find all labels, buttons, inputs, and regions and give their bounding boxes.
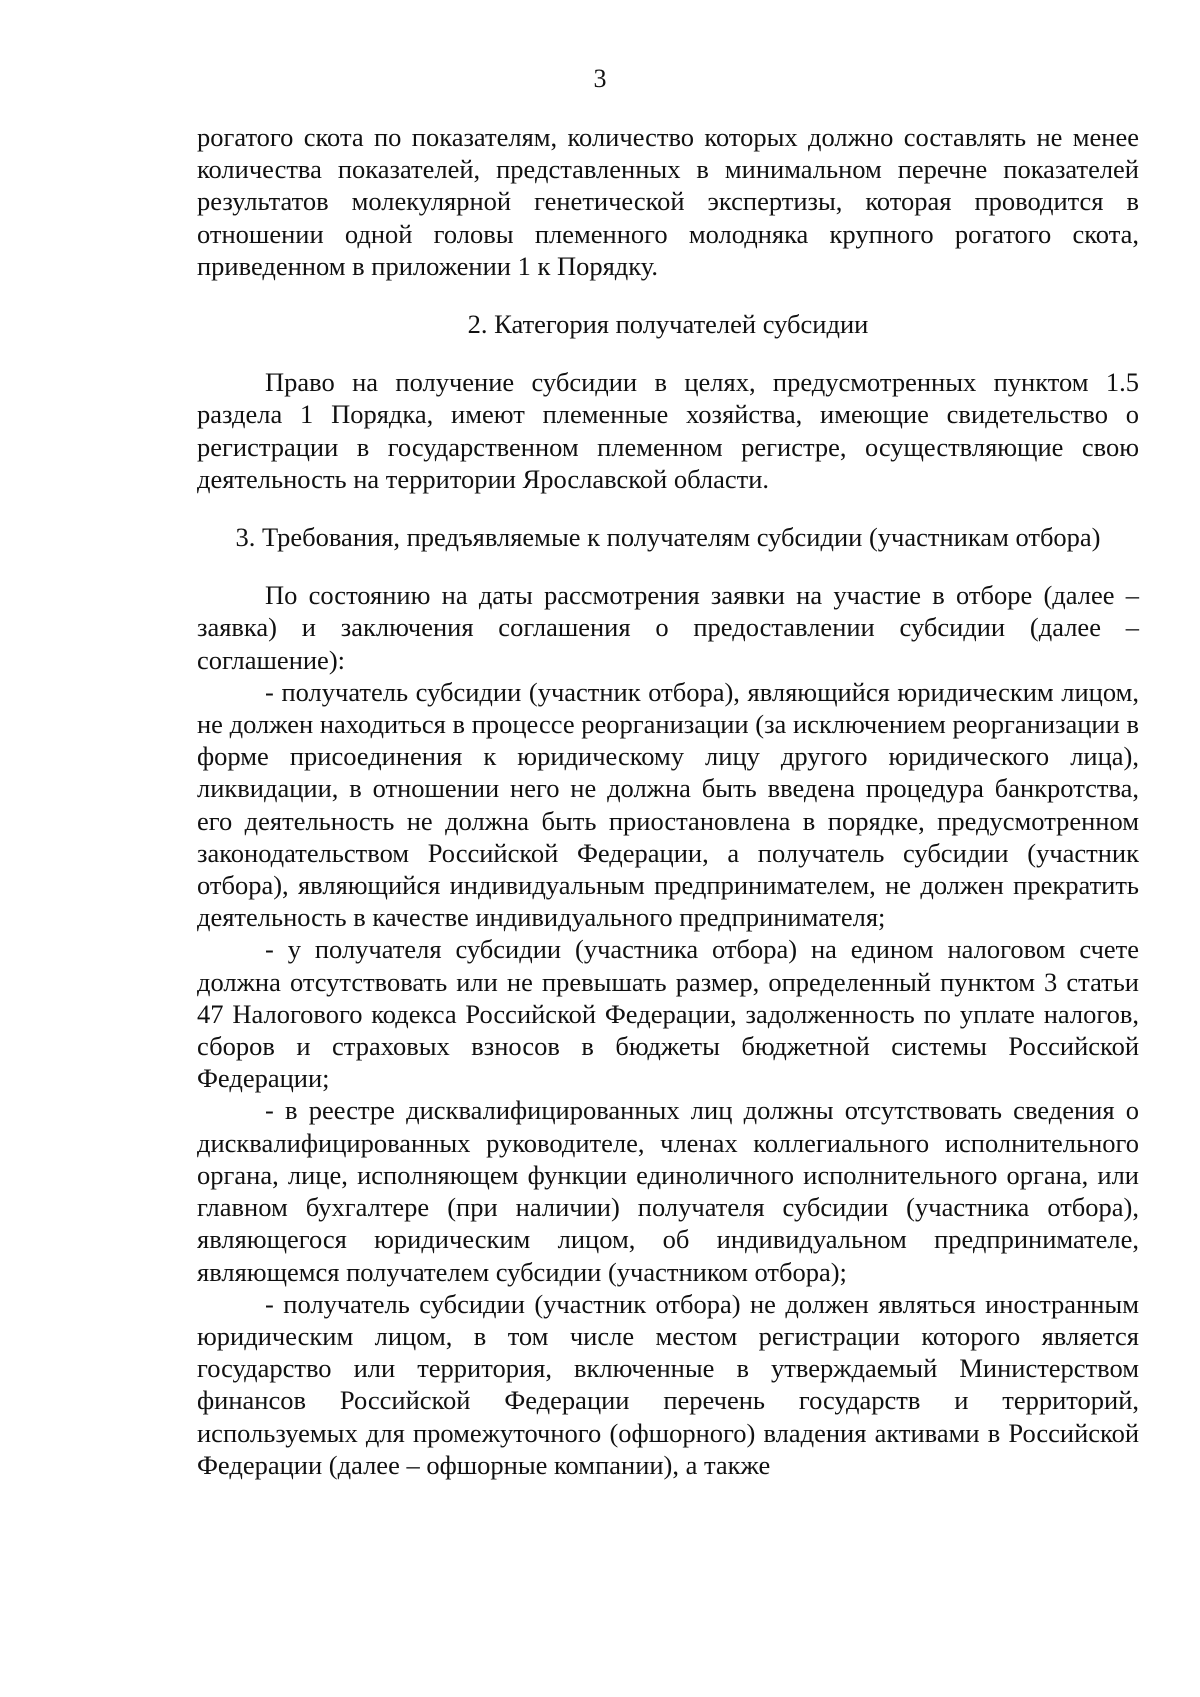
paragraph-recipients-category: Право на получение субсидии в целях, предусмотренных пунктом 1.5 раздела 1 Порядка, имеют племенные хозяйства, имеющие свидетельство о регистрации в государственном племенном регистре, осуществляющие свою деятельность на территории Ярославской области.	[197, 367, 1139, 494]
document-body	[197, 121, 1139, 1481]
list-item-tax-debt: - у получателя субсидии (участника отбора) на едином налоговом счете должна отсутствовать или не превышать размер, определенный пунктом 3 статьи 47 Налогового кодекса Российской Федерации, задолженность по уплате налогов, сборов и страховых взносов в бюджеты бюджетной системы Российской Федерации;	[197, 934, 1139, 1094]
list-item-reorganization: - получатель субсидии (участник отбора), являющийся юридическим лицом, не должен находиться в процессе реорганизации (за исключением реорганизации в форме присоединения к юридическому лицу другого юридического лица), ликвидации, в отношении него не должна быть введена процедура банкротства, его деятельность не должна быть приостановлена в порядке, предусмотренном законодательством Российской Федерации, а получатель субсидии (участник отбора), являющийся индивидуальным предпринимателем, не должен прекратить деятельность в качестве индивидуального предпринимателя;	[197, 676, 1139, 933]
section-heading-3: 3. Требования, предъявляемые к получателям субсидии (участникам отбора)	[235, 522, 1101, 553]
list-item-foreign-entity: - получатель субсидии (участник отбора) не должен являться иностранным юридическим лицом, в том числе местом регистрации которого является государство или территория, включенные в утверждаемый Министерством финансов Российской Федерации перечень государств и территорий, используемых для промежуточного (офшорного) владения активами в Российской Федерации (далее – офшорные компании), а также	[197, 1288, 1139, 1480]
section-heading-2: 2. Категория получателей субсидии	[467, 309, 869, 340]
list-item-disqualified-persons: - в реестре дисквалифицированных лиц должны отсутствовать сведения о дисквалифицированных руководителе, членах коллегиального исполнительного органа, лице, исполняющем функции единоличного исполнительного органа, или главном бухгалтере (при наличии) получателя субсидии (участника отбора), являющегося юридическим лицом, об индивидуальном предпринимателе, являющемся получателем субсидии (участником отбора);	[197, 1095, 1139, 1287]
page-number: 3	[593, 64, 607, 93]
paragraph-continuation: рогатого скота по показателям, количество которых должно составлять не менее количества показателей, представленных в минимальном перечне показателей результатов молекулярной генетической экспертизы, которая проводится в отношении одной головы племенного молодняка крупного рогатого скота, приведенном в приложении 1 к Порядку.	[197, 122, 1139, 281]
paragraph-requirements-intro: По состоянию на даты рассмотрения заявки на участие в отборе (далее – заявка) и заключения соглашения о предоставлении субсидии (далее – соглашение):	[197, 580, 1139, 675]
